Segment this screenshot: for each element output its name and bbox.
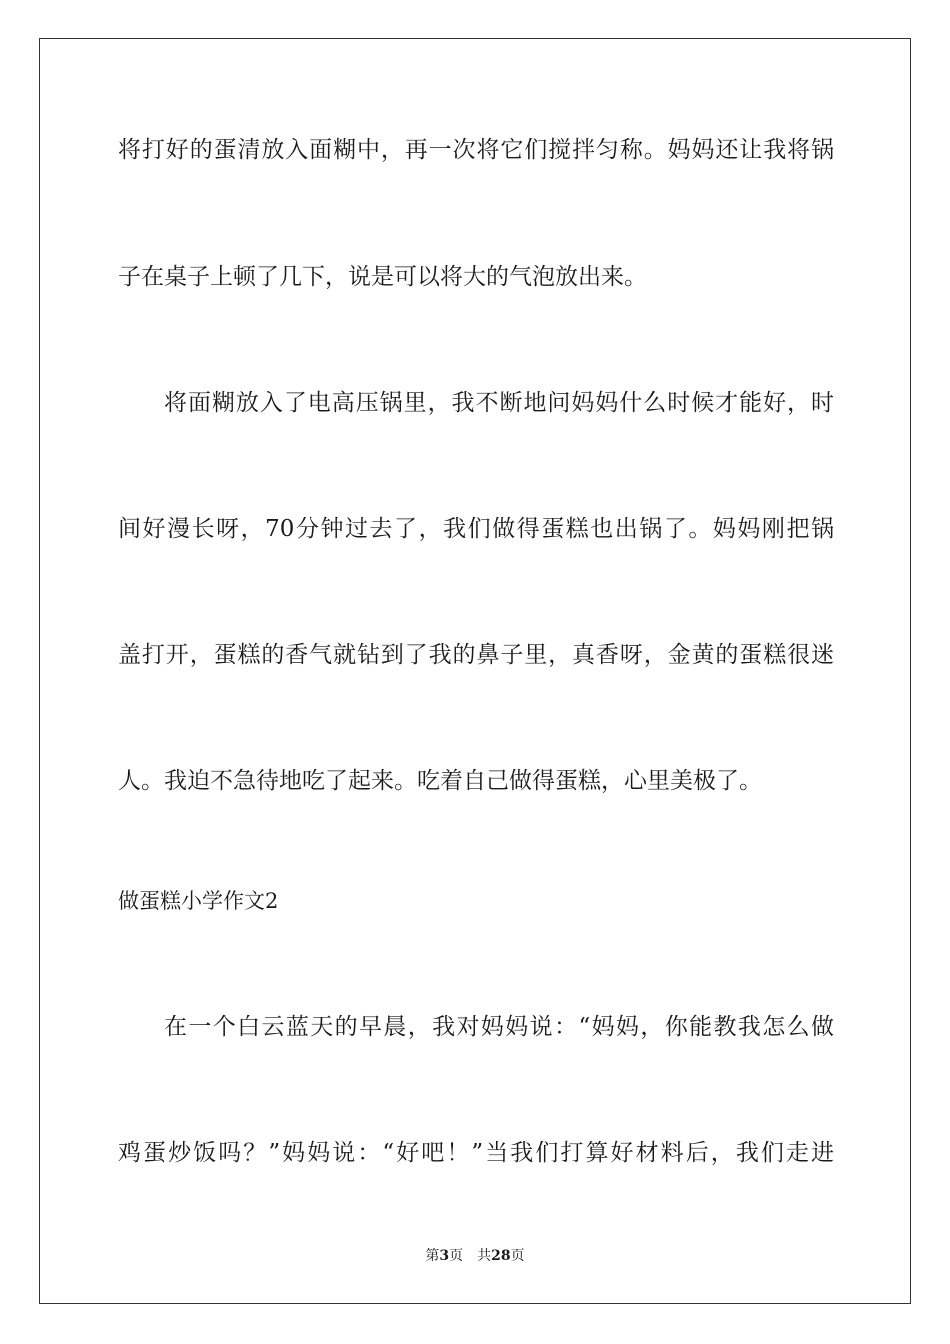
footer-total-pages: 28 [491,1248,511,1264]
paragraph-2-line-1: 将面糊放入了电高压锅里，我不断地问妈妈什么时候才能好，时 [164,390,834,416]
paragraph-1-line-1: 将打好的蛋清放入面糊中，再一次将它们搅拌匀称。妈妈还让我将锅 [118,137,834,163]
paragraph-2-line-4: 人。我迫不急待地吃了起来。吃着自己做得蛋糕，心里美极了。 [118,768,762,794]
paragraph-1-line-2: 子在桌子上顿了几下，说是可以将大的气泡放出来。 [118,264,647,290]
footer-page-suffix: 页 [510,1248,525,1264]
section-heading: 做蛋糕小学作文2 [118,889,279,913]
footer-page-prefix: 第 [425,1248,440,1264]
paragraph-3-line-1: 在一个白云蓝天的早晨，我对妈妈说：“妈妈，你能教我怎么做 [164,1014,834,1040]
page-footer [0,1247,950,1265]
footer-page-mid: 页 共 [449,1248,492,1264]
footer-current-page: 3 [439,1248,450,1264]
page-border [39,38,911,1304]
paragraph-2-line-2: 间好漫长呀，70分钟过去了，我们做得蛋糕也出锅了。妈妈刚把锅 [118,516,834,542]
paragraph-2-line-3: 盖打开，蛋糕的香气就钻到了我的鼻子里，真香呀，金黄的蛋糕很迷 [118,642,834,668]
paragraph-3-line-2: 鸡蛋炒饭吗？”妈妈说：“好吧！”当我们打算好材料后，我们走进 [118,1140,834,1166]
